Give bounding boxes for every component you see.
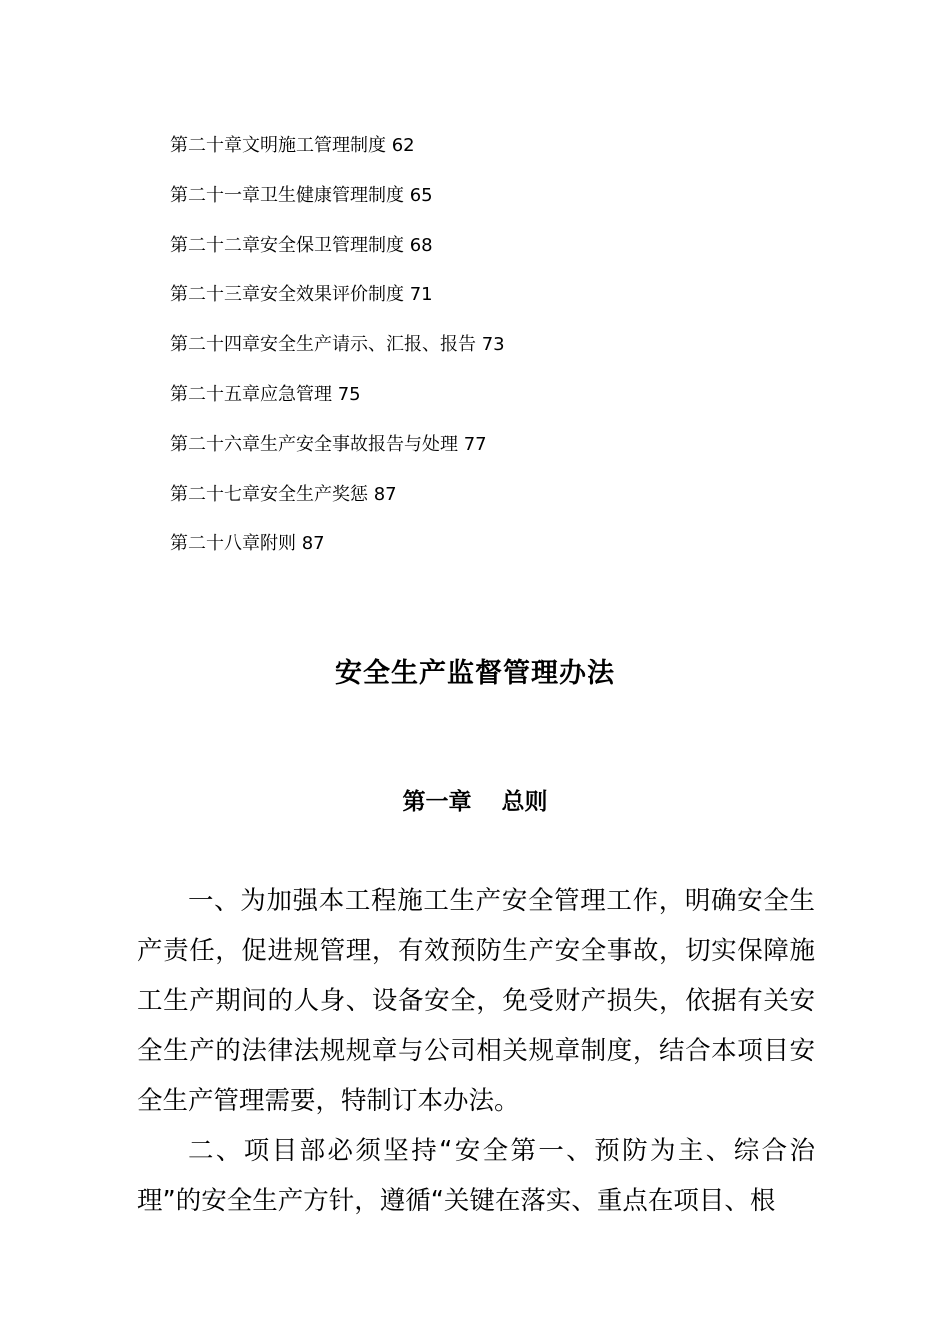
toc-item: 第二十八章附则 87 <box>170 533 325 555</box>
chapter-heading <box>0 784 950 820</box>
chapter-number: 第一章 <box>402 789 472 815</box>
toc-item: 第二十六章生产安全事故报告与处理 77 <box>170 433 487 455</box>
toc-item: 第二十七章安全生产奖惩 87 <box>170 483 397 505</box>
table-of-contents <box>170 134 870 582</box>
toc-item: 第二十五章应急管理 75 <box>170 383 361 405</box>
toc-item: 第二十二章安全保卫管理制度 68 <box>170 234 433 256</box>
toc-item: 第二十四章安全生产请示、汇报、报告 73 <box>170 334 505 356</box>
chapter-body <box>137 876 815 1226</box>
document-title: 安全生产监督管理办法 <box>335 658 615 689</box>
toc-item: 第二十三章安全效果评价制度 71 <box>170 284 433 306</box>
toc-item: 第二十章文明施工管理制度 62 <box>170 135 415 156</box>
toc-item: 第二十一章卫生健康管理制度 65 <box>170 184 433 206</box>
chapter-name: 总则 <box>501 789 548 815</box>
body-paragraph: 一、为加强本工程施工生产安全管理工作，明确安全生产责任，促进规管理，有效预防生产安全事故，切实保障施工生产期间的人身、设备安全，免受财产损失，依据有关安全生产的法律法规规章与公司相关规章制度，结合本项目安全生产管理需要，特制订本办法。 <box>137 886 815 1116</box>
body-paragraph: 二、项目部必须坚持“安全第一、预防为主、综合治理”的安全生产方针，遵循“关键在落实、重点在项目、根 <box>137 1136 815 1216</box>
